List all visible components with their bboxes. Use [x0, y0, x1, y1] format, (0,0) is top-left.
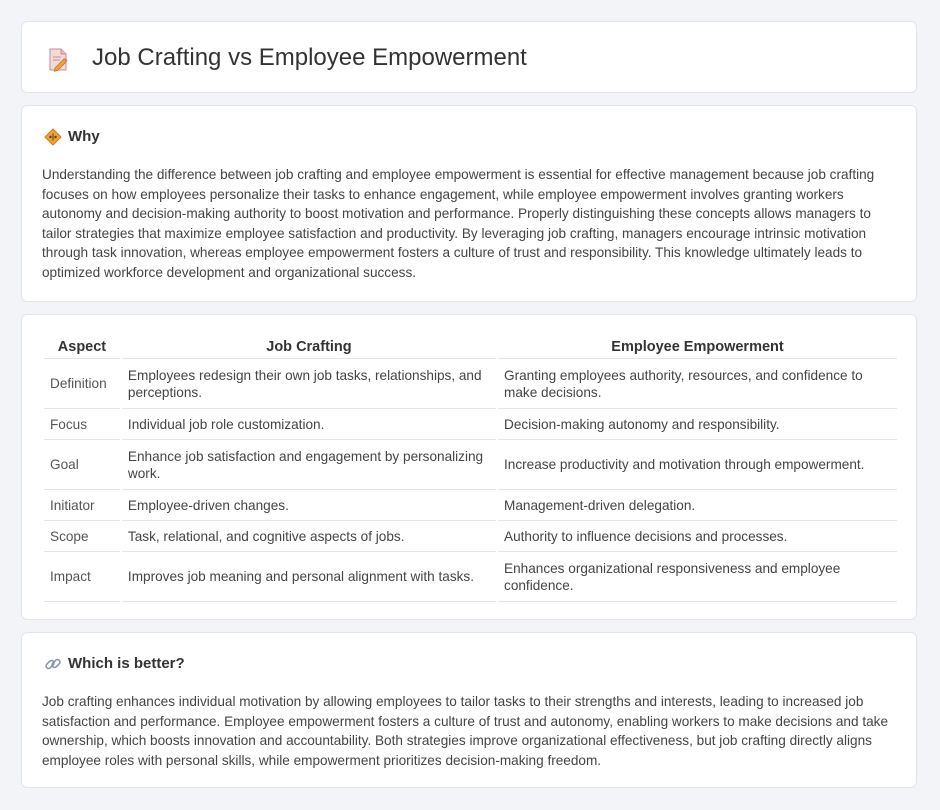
row-aspect: Goal: [44, 440, 120, 490]
row-employee-empowerment: Decision-making autonomy and responsibility.: [498, 409, 897, 440]
header-employee-empowerment: Employee Empowerment: [498, 335, 897, 359]
document-pencil-icon: [47, 48, 69, 72]
row-aspect: Initiator: [44, 490, 120, 521]
row-employee-empowerment: Granting employees authority, resources, and confidence to make decisions.: [498, 359, 897, 409]
row-employee-empowerment: Increase productivity and motivation through empowerment.: [498, 440, 897, 490]
which-is-better-text: Job crafting enhances individual motivation by allowing employees to tailor tasks to their strengths and interests, leading to increased job satisfaction and performance. Employee empowerment fosters a culture of trust and autonomy, enabling workers to make decisions and take ownership, which boosts innovation and accountability. Both strategies improve organizational effectiveness, but job crafting directly aligns employee roles with personal skills, while empowerment prioritizes decision-making freedom.: [42, 694, 889, 768]
header-job-crafting: Job Crafting: [122, 335, 496, 359]
row-job-crafting: Employees redesign their own job tasks, relationships, and perceptions.: [122, 359, 496, 409]
table-row: [44, 409, 897, 440]
comparison-table: [42, 335, 899, 602]
table-header-row: [44, 335, 897, 359]
why-text: Understanding the difference between job crafting and employee empowerment is essential for effective management because job crafting focuses on how employees personalize their tasks to enhance engagement, while employee empowerment involves granting workers autonomy and decision-making authority to boost motivation and performance. Properly distinguishing these concepts allows managers to tailor strategies that maximize employee satisfaction and productivity. By leveraging job crafting, managers encourage intrinsic motivation through task innovation, whereas employee empowerment fosters a culture of trust and responsibility. This knowledge ultimately leads to optimized workforce development and organizational success.: [42, 167, 875, 280]
which-is-better-heading: Which is better?: [68, 655, 185, 672]
which-is-better-section: [21, 632, 917, 788]
header-aspect: Aspect: [44, 335, 120, 359]
table-row: [44, 521, 897, 552]
row-aspect: Scope: [44, 521, 120, 552]
row-job-crafting: Individual job role customization.: [122, 409, 496, 440]
row-job-crafting: Improves job meaning and personal alignment with tasks.: [122, 552, 496, 602]
page-title: Job Crafting vs Employee Empowerment: [92, 44, 527, 71]
table-row: [44, 440, 897, 490]
why-heading: Why: [68, 128, 100, 145]
comparison-section: [21, 314, 917, 620]
table-row: [44, 359, 897, 409]
row-aspect: Impact: [44, 552, 120, 602]
title-card: [21, 21, 917, 93]
warning-diamond-icon: [44, 128, 62, 146]
row-employee-empowerment: Enhances organizational responsiveness and employee confidence.: [498, 552, 897, 602]
table-row: [44, 490, 897, 521]
row-aspect: Focus: [44, 409, 120, 440]
table-row: [44, 552, 897, 602]
why-section: [21, 105, 917, 302]
row-aspect: Definition: [44, 359, 120, 409]
row-employee-empowerment: Authority to influence decisions and processes.: [498, 521, 897, 552]
link-icon: [44, 655, 62, 673]
row-employee-empowerment: Management-driven delegation.: [498, 490, 897, 521]
row-job-crafting: Task, relational, and cognitive aspects of jobs.: [122, 521, 496, 552]
row-job-crafting: Employee-driven changes.: [122, 490, 496, 521]
row-job-crafting: Enhance job satisfaction and engagement by personalizing work.: [122, 440, 496, 490]
